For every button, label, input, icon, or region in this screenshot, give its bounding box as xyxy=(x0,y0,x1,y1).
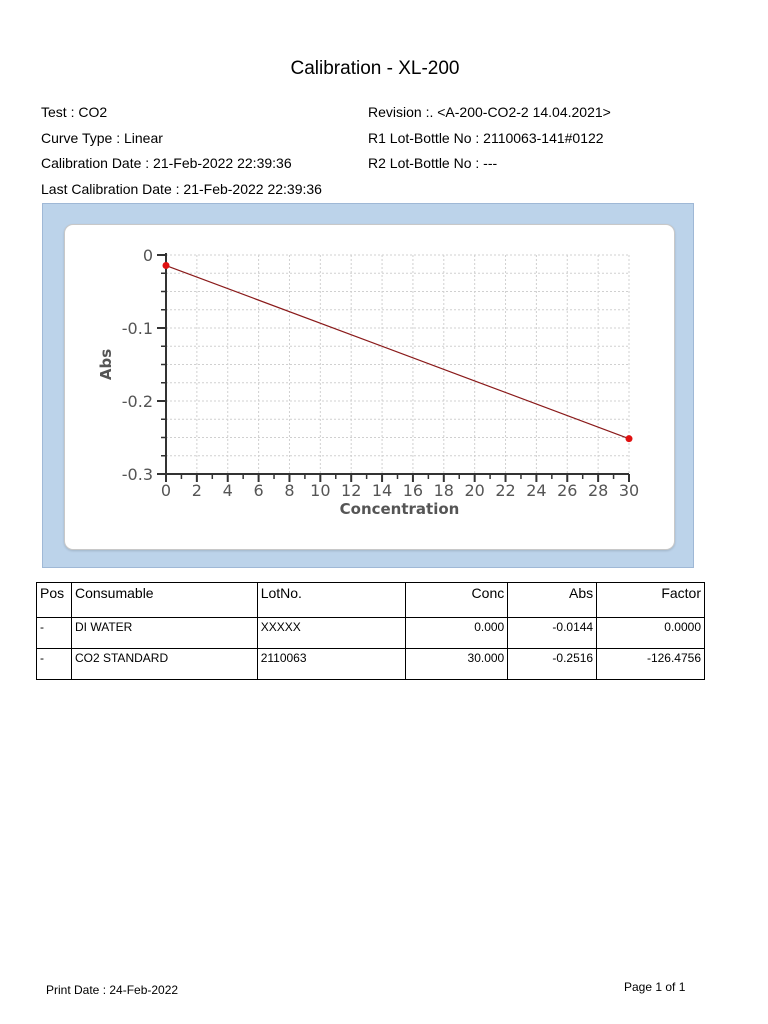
x-tick-label: 8 xyxy=(284,481,295,500)
cell-consumable: DI WATER xyxy=(71,618,257,649)
cell-pos: - xyxy=(37,649,72,680)
cell-factor: 0.0000 xyxy=(597,618,705,649)
r1-lot-bottle: R1 Lot-Bottle No : 2110063-141#0122 xyxy=(368,129,604,146)
print-date: Print Date : 24-Feb-2022 xyxy=(46,983,179,997)
x-tick-label: 14 xyxy=(371,481,393,500)
r2-lot-bottle: R2 Lot-Bottle No : --- xyxy=(368,155,498,171)
cell-pos: - xyxy=(37,618,72,649)
calibration-date: Calibration Date : 21-Feb-2022 22:39:36 xyxy=(41,155,292,171)
test-name: Test : CO2 xyxy=(41,104,108,120)
y-axis-label: Abs xyxy=(97,348,115,381)
last-calibration-date: Last Calibration Date : 21-Feb-2022 22:39:36 xyxy=(41,180,322,197)
x-tick-label: 30 xyxy=(618,481,640,500)
header-consumable: Consumable xyxy=(71,583,257,618)
calibration-info-right xyxy=(368,100,611,177)
header-conc: Conc xyxy=(406,583,508,618)
cell-factor: -126.4756 xyxy=(597,649,705,680)
cell-consumable: CO2 STANDARD xyxy=(71,649,257,680)
x-tick-label: 4 xyxy=(222,481,233,500)
x-tick-label: 16 xyxy=(402,481,424,500)
x-tick-label: 10 xyxy=(310,481,331,500)
report-title: Calibration - XL-200 xyxy=(290,58,460,79)
calibration-chart xyxy=(64,224,675,550)
x-tick-label: 18 xyxy=(433,481,454,500)
cell-abs: -0.2516 xyxy=(508,649,597,680)
cell-abs: -0.0144 xyxy=(508,618,597,649)
cell-lotno: 2110063 xyxy=(257,649,406,680)
header-lotno: LotNo. xyxy=(257,583,406,618)
x-tick-label: 12 xyxy=(341,481,362,500)
x-tick-label: 22 xyxy=(495,481,516,500)
y-tick-label: -0.1 xyxy=(121,319,153,338)
table-row xyxy=(37,618,705,649)
x-axis-label: Concentration xyxy=(339,500,460,518)
y-tick-label: -0.3 xyxy=(121,465,153,484)
table-row xyxy=(37,649,705,680)
table-header-row xyxy=(37,583,705,618)
page-number: Page 1 of 1 xyxy=(624,980,686,994)
x-tick-label: 6 xyxy=(253,481,264,500)
calibration-table xyxy=(36,582,705,680)
revision: Revision :. <A-200-CO2-2 14.04.2021> xyxy=(368,104,611,120)
header-pos: Pos xyxy=(37,583,72,618)
data-point xyxy=(626,435,633,442)
header-factor: Factor xyxy=(597,583,705,618)
cell-lotno: XXXXX xyxy=(257,618,406,649)
header-abs: Abs xyxy=(508,583,597,618)
y-tick-label: 0 xyxy=(142,246,153,265)
curve-type: Curve Type : Linear xyxy=(41,129,163,146)
x-tick-label: 28 xyxy=(587,481,609,500)
y-tick-label: -0.2 xyxy=(121,392,153,411)
x-tick-label: 0 xyxy=(160,481,172,500)
cell-conc: 30.000 xyxy=(406,649,508,680)
cell-conc: 0.000 xyxy=(406,618,508,649)
x-tick-label: 20 xyxy=(464,481,485,500)
x-tick-label: 24 xyxy=(526,481,547,500)
data-point xyxy=(163,262,170,269)
x-tick-label: 26 xyxy=(557,481,578,500)
calibration-info-left xyxy=(41,100,322,202)
x-tick-label: 2 xyxy=(191,481,202,500)
